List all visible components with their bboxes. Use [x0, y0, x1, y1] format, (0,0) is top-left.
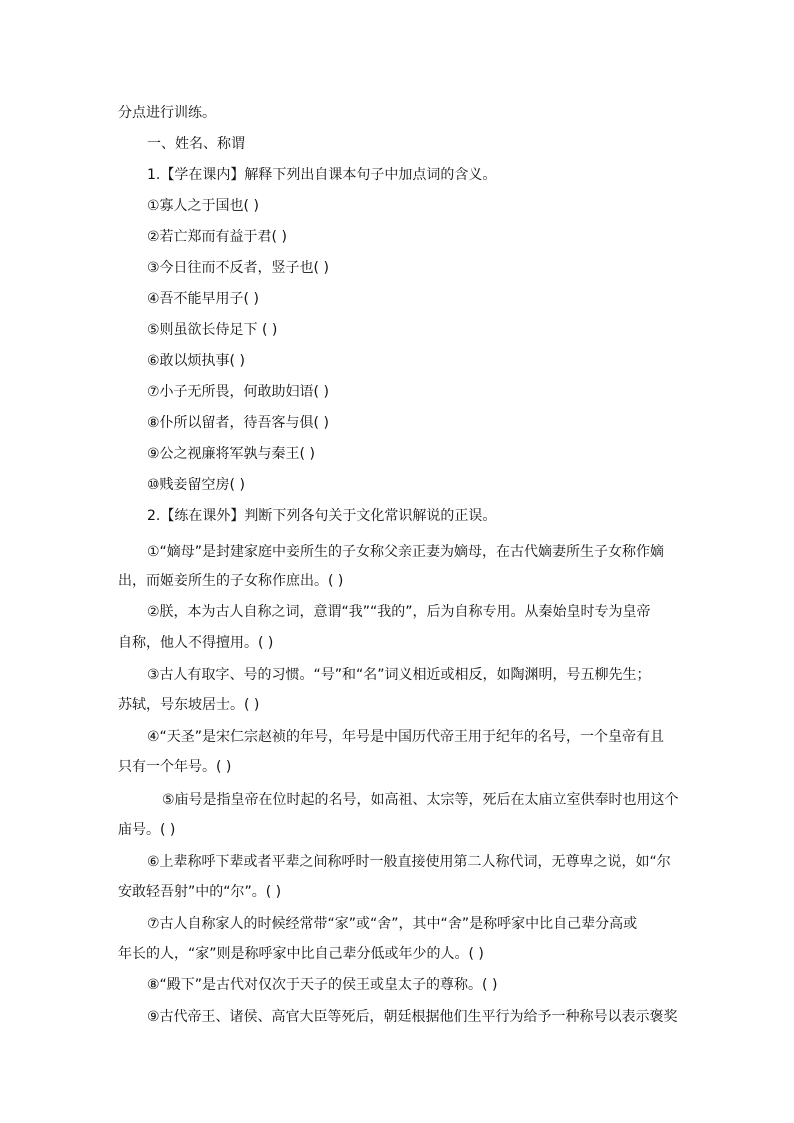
text-line: 分点进行训练。: [118, 105, 216, 121]
text-line: 只有一个年号。( ): [118, 759, 232, 775]
text-line: 年长的人，“家”则是称呼家中比自己辈分低或年少的人。( ): [118, 946, 484, 962]
question-heading: 1.【学在课内】解释下列出自课本句子中加点词的含义。: [147, 167, 497, 183]
section-heading: 一、姓名、称谓: [147, 136, 245, 152]
list-item: ⑧“殿下”是古代对仅次于天子的侯王或皇太子的尊称。( ): [147, 977, 498, 993]
text-line: 自称，他人不得擅用。( ): [118, 635, 274, 651]
list-item: ⑦小子无所畏，何敢助妇语( ): [147, 384, 329, 400]
list-item: ④吾不能早用子( ): [147, 291, 259, 307]
text-line: 出，而姬妾所生的子女称作庶出。( ): [118, 573, 344, 589]
list-item: ①寡人之于国也( ): [147, 198, 259, 214]
text-line: 安敢轻吾射”中的“尔”。( ): [118, 884, 282, 900]
text-line: 苏轼，号东坡居士。( ): [118, 697, 260, 713]
list-item: ⑥上辈称呼下辈或者平辈之间称呼时一般直接使用第二人称代词，无尊卑之说，如“尔: [147, 854, 671, 870]
list-item: ③今日往而不反者，竖子也( ): [147, 260, 329, 276]
list-item: ④“天圣”是宋仁宗赵祯的年号，年号是中国历代帝王用于纪年的名号，一个皇帝有且: [147, 729, 665, 745]
question-heading: 2.【练在课外】判断下列各句关于文化常识解说的正误。: [147, 508, 497, 524]
list-item: ⑨古代帝王、诸侯、高官大臣等死后，朝廷根据他们生平行为给予一种称号以表示褒奖: [147, 1009, 678, 1025]
list-item: ②若亡郑而有益于君( ): [147, 229, 287, 245]
list-item: ③古人有取字、号的习惯。“号”和“名”词义相近或相反，如陶渊明，号五柳先生；: [147, 667, 651, 683]
list-item: ⑦古人自称家人的时候经常带“家”或“舍”，其中“舍”是称呼家中比自己辈分高或: [147, 916, 638, 932]
list-item: ⑤庙号是指皇帝在位时起的名号，如高祖、太宗等，死后在太庙立室供奉时也用这个: [162, 792, 679, 808]
list-item: ⑧仆所以留者，待吾客与俱( ): [147, 415, 329, 431]
list-item: ①“嫡母”是封建家庭中妾所生的子女称父亲正妻为嫡母，在古代嫡妻所生子女称作嫡: [147, 544, 665, 560]
list-item: ⑤则虽欲长侍足下 ( ): [147, 322, 278, 338]
list-item: ⑨公之视廉将军孰与秦王( ): [147, 446, 315, 462]
list-item: ②朕，本为古人自称之词，意谓“我”“我的”，后为自称专用。从秦始皇时专为皇帝: [147, 604, 651, 620]
text-line: 庙号。( ): [118, 822, 176, 838]
list-item: ⑩贱妾留空房( ): [147, 477, 245, 493]
list-item: ⑥敢以烦执事( ): [147, 353, 245, 369]
